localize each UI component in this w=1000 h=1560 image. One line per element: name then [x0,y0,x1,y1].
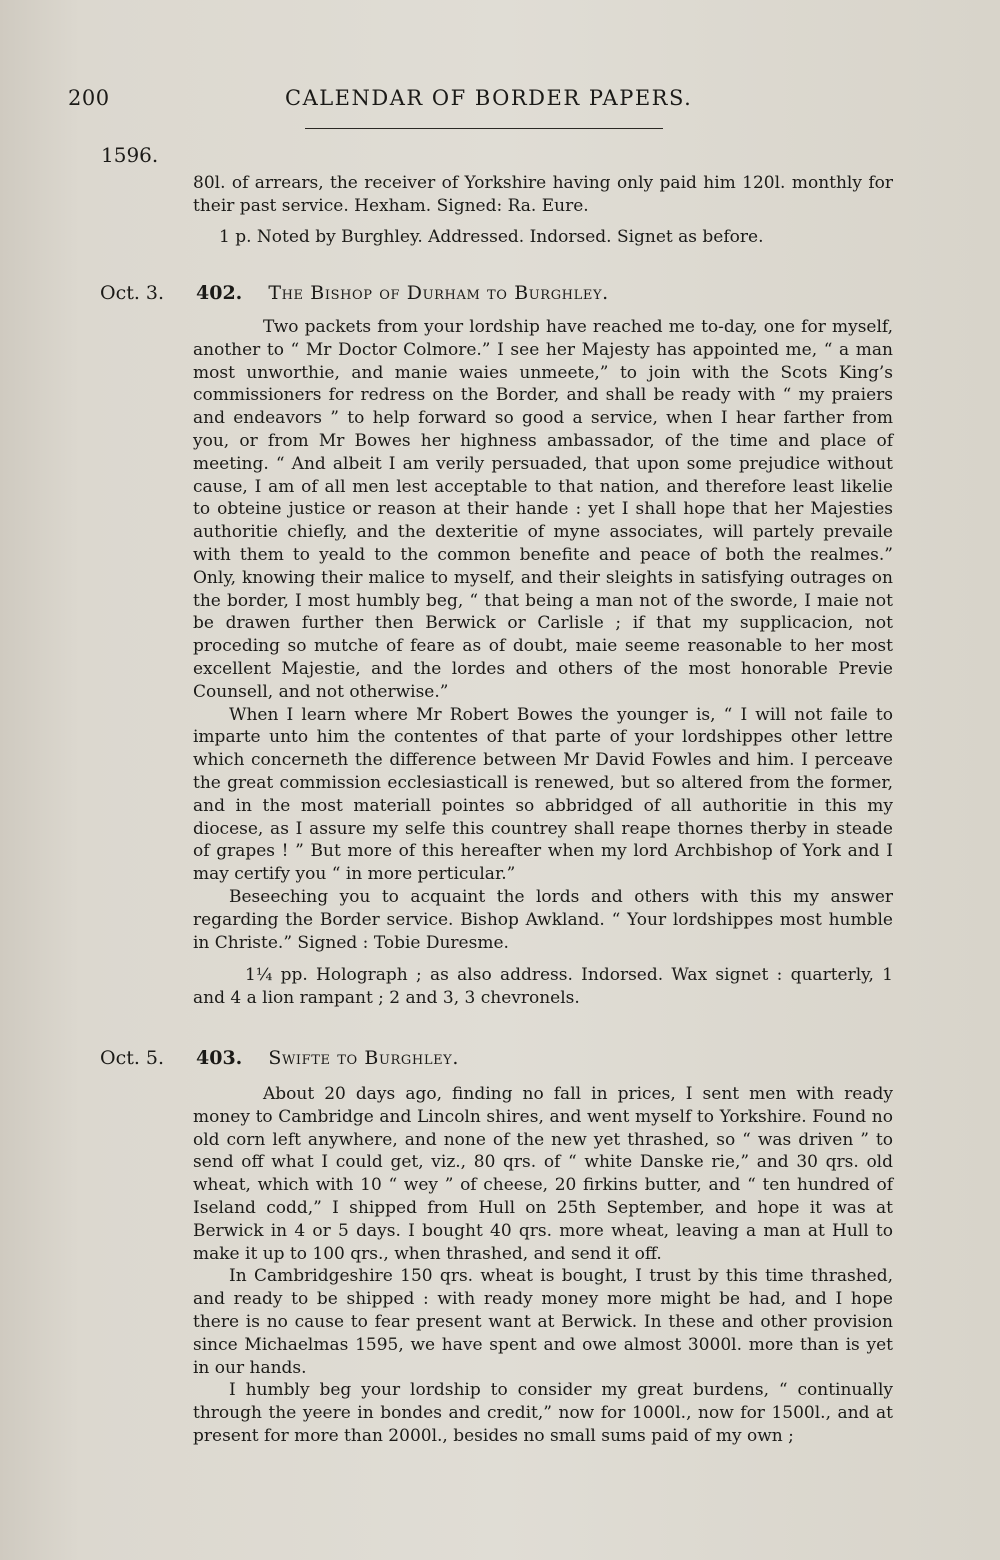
entry-402-heading [196,282,609,304]
continuation-text: 80l. of arrears, the receiver of Yorkshire having only paid him 120l. monthly for their past service. Hexham. Signed: Ra. Eure. [193,173,893,216]
entry-402-number: 402. [196,282,243,304]
entry-403-date: Oct. 5. [100,1047,165,1069]
entry-403-title: Swifte to Burghley. [268,1047,460,1069]
margin-year: 1596. [101,143,159,167]
continuation-note: 1 p. Noted by Burghley. Addressed. Indorsed. Signet as before. [219,226,764,247]
entry-403-heading [196,1047,459,1069]
entry-402-paragraph-1: Two packets from your lordship have reached me to-day, one for myself, another to “ Mr Doctor Colmore.” I see her Majesty has appointed me, “ a man most unworthie, and manie waies unmeete,” to join with the Scots King’s commissioners for redress on the Border, and shall be ready with “ my praiers and endeavors ” to help forward so good a service, when I hear farther from you, or from Mr Bowes her highness ambassador, of the time and place of meeting. “ And albeit I am verily persuaded, that upon some prejudice without cause, I am of all men lest acceptable to that nation, and therefore least likelie to obteine justice or reason at their hande : yet I shall hope that her Majesties authoritie chiefly, and the dexteritie of myne associates, will partely prevaile with them to yeald to the common benefite and peace of both the realmes.” Only, knowing their malice to myself, and their sleights in satisfying outrages on the border, I most humbly beg, “ that being a man not of the sworde, I maie not be drawen further then Berwick or Carlisle ; if that my supplicacion, not proceding so mutche of feare as of doubt, maie seeme reasonable to her most excellent Majestie, and the lordes and others of the most honorable Previe Counsell, and not otherwise.” [193,317,893,702]
entry-403-paragraph-2: In Cambridgeshire 150 qrs. wheat is bought, I trust by this time thrashed, and ready to be shipped : with ready money more might be had, and I hope there is no cause to fear present want at Berwick. In these and other provision since Michaelmas 1595, we have spent and owe almost 3000l. more than is yet in our hands. [193,1266,893,1378]
entry-402-date: Oct. 3. [100,282,165,304]
header-rule [305,128,663,129]
entry-403-body [193,1083,893,1448]
entry-403-paragraph-1: About 20 days ago, finding no fall in prices, I sent men with ready money to Cambridge and Lincoln shires, and went myself to Yorkshire. Found no old corn left anywhere, and none of the new yet thrashed, so “ was driven ” to send off what I could get, viz., 80 qrs. of “ white Danske rie,” and 30 qrs. old wheat, which with 10 “ wey ” of cheese, 20 firkins butter, and “ ten hundred of Iseland codd,” I shipped from Hull on 25th September, and hope it was at Berwick in 4 or 5 days. I bought 40 qrs. more wheat, leaving a man at Hull to make it up to 100 qrs., when thrashed, and send it off. [193,1084,893,1264]
entry-403-paragraph-3: I humbly beg your lordship to consider my great burdens, “ continually through the yeere in bondes and credit,” now for 1000l., now for 1500l., and at present for more than 2000l., besides no small sums paid of my own ; [193,1380,893,1446]
entry-402-paragraph-2: When I learn where Mr Robert Bowes the younger is, “ I will not faile to imparte unto him the contentes of that parte of your lordshippes other lettre which concerneth the difference between Mr David Fowles and him. I perceave the great commission ecclesiasticall is renewed, but so altered from the former, and in the most materiall pointes so abbridged of all authoritie in this my diocese, as I assure my selfe this countrey shall reape thornes therby in steade of grapes ! ” But more of this hereafter when my lord Archbishop of York and I may certify you “ in more perticular.” [193,704,893,885]
page-number: 200 [68,86,110,110]
entry-402-note: 1¼ pp. Holograph ; as also address. Indorsed. Wax signet : quarterly, 1 and 4 a lion rampant ; 2 and 3, 3 chevronels. [193,965,893,1009]
running-title: CALENDAR OF BORDER PAPERS. [285,86,693,110]
entry-402-body [193,316,893,1010]
entry-402-title: The Bishop of Durham to Burghley. [268,282,609,304]
entry-403-number: 403. [196,1047,243,1069]
entry-402-paragraph-3: Beseeching you to acquaint the lords and others with this my answer regarding the Border service. Bishop Awkland. “ Your lordshippes most humble in Christe.” Signed : Tobie Duresme. [193,886,893,953]
continuation-block [193,172,893,248]
